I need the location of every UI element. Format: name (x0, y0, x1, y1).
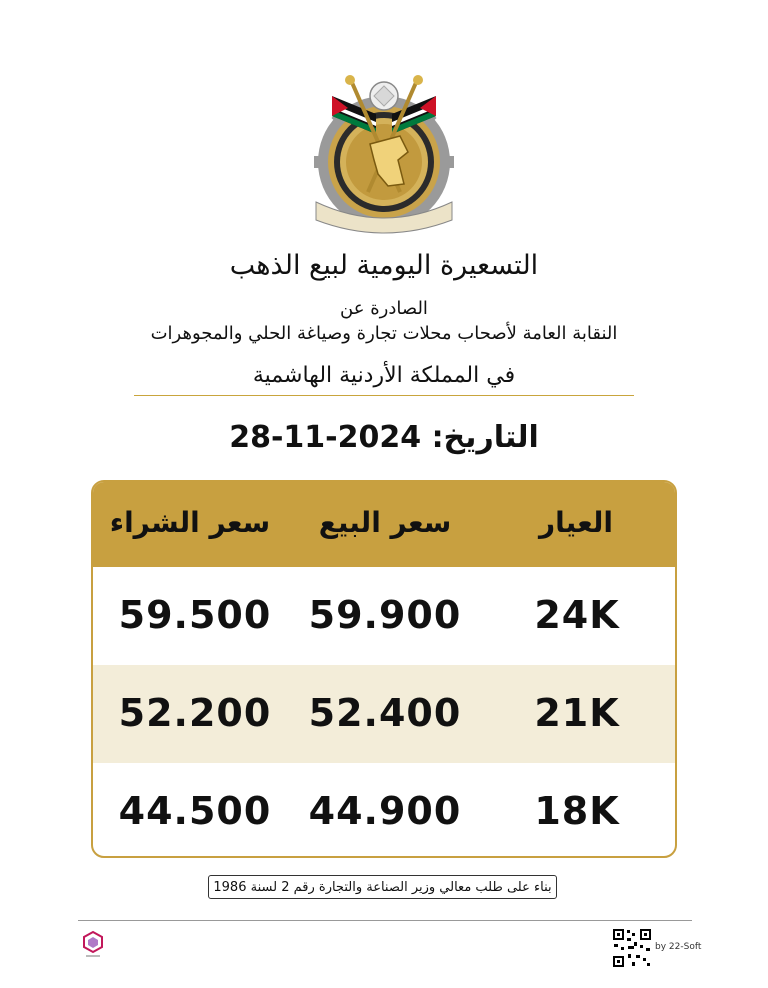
sell-price-cell: 59.900 (308, 593, 462, 637)
union-name: النقابة العامة لأصحاب محلات تجارة وصياغة الحلي والمجوهرات (150, 323, 618, 344)
emblem-icon (304, 74, 464, 234)
karat-cell: 24K (534, 593, 620, 637)
price-table (91, 480, 677, 858)
header-karat: العيار (539, 506, 613, 539)
karat-cell: 21K (534, 691, 620, 735)
footnote-box: بناء على طلب معالي وزير الصناعة والتجارة رقم 2 لسنة 1986 (208, 875, 557, 899)
buy-price-cell: 52.200 (118, 691, 272, 735)
sell-price-cell: 44.900 (308, 789, 462, 833)
table-row (93, 567, 675, 665)
page-title: التسعيرة اليومية لبيع الذهب (229, 250, 539, 281)
date-line (0, 420, 768, 455)
karat-cell: 18K (534, 789, 620, 833)
issued-by-label: الصادرة عن (340, 298, 428, 319)
header-sell-price: سعر البيع (318, 506, 452, 539)
buy-price-cell: 44.500 (118, 789, 272, 833)
divider (134, 395, 634, 396)
date-value: 28-11-2024 (229, 420, 422, 455)
table-header (93, 482, 675, 567)
buy-price-cell: 59.500 (118, 593, 272, 637)
footer-divider (78, 920, 692, 921)
sell-price-cell: 52.400 (308, 691, 462, 735)
header-buy-price: سعر الشراء (109, 506, 271, 539)
22-soft-logo-icon (82, 930, 104, 960)
kingdom-label: في المملكة الأردنية الهاشمية (252, 363, 516, 388)
union-logo (304, 74, 464, 234)
table-row (93, 763, 675, 858)
table-row (93, 665, 675, 763)
qr-code-icon (612, 928, 652, 968)
date-label: التاريخ: (431, 420, 539, 455)
credit-text: by 22-Soft (655, 942, 702, 952)
